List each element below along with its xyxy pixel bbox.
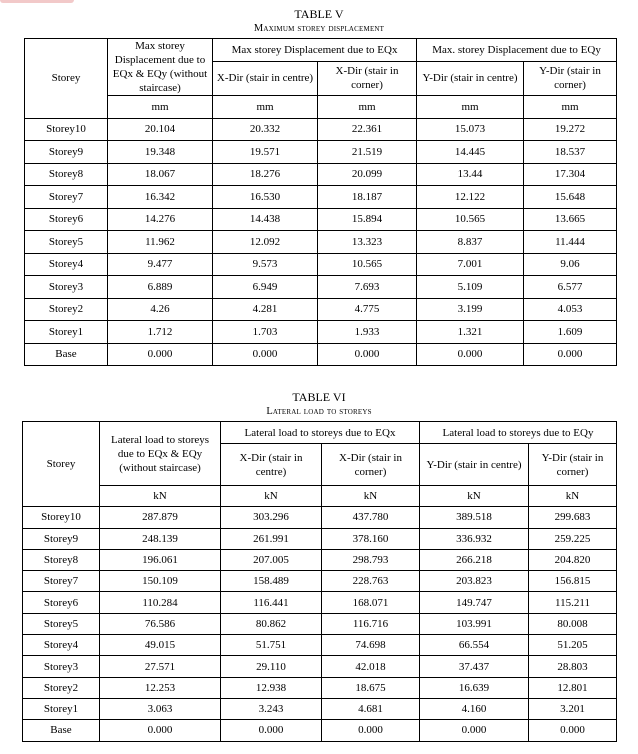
value-cell: 1.703: [213, 321, 318, 344]
table6-subtitle: Lateral load to storeys: [266, 406, 372, 417]
table-row: [25, 163, 617, 186]
table5-header-group-x: Max storey Displacement due to EQx: [213, 39, 417, 62]
value-cell: 0.000: [108, 343, 213, 366]
storey-label-cell: Storey2: [25, 298, 108, 321]
value-cell: 4.053: [524, 298, 617, 321]
value-cell: 0.000: [322, 720, 420, 741]
table-row: [25, 231, 617, 254]
table6-unit: kN: [221, 486, 322, 507]
table6-header-storey: Storey: [23, 422, 100, 507]
value-cell: 13.323: [318, 231, 417, 254]
value-cell: 13.665: [524, 208, 617, 231]
table5-subtitle: Maximum storey displacement: [253, 23, 385, 34]
storey-label-cell: Storey10: [25, 118, 108, 141]
value-cell: 15.073: [417, 118, 524, 141]
value-cell: 115.211: [529, 592, 617, 613]
value-cell: 37.437: [420, 656, 529, 677]
storey-label-cell: Storey4: [25, 253, 108, 276]
table6-caption: TABLE VI: [292, 390, 346, 404]
value-cell: 207.005: [221, 549, 322, 570]
value-cell: 16.639: [420, 677, 529, 698]
value-cell: 12.122: [417, 186, 524, 209]
value-cell: 15.648: [524, 186, 617, 209]
table5-header-storey: Storey: [25, 39, 108, 119]
value-cell: 19.571: [213, 141, 318, 164]
value-cell: 9.573: [213, 253, 318, 276]
value-cell: 1.321: [417, 321, 524, 344]
table5-unit: mm: [108, 96, 213, 119]
value-cell: 4.775: [318, 298, 417, 321]
table6-header-x-corner: X-Dir (stair in corner): [322, 444, 420, 486]
value-cell: 1.712: [108, 321, 213, 344]
storey-label-cell: Base: [25, 343, 108, 366]
value-cell: 437.780: [322, 507, 420, 528]
value-cell: 3.199: [417, 298, 524, 321]
table5-unit: mm: [213, 96, 318, 119]
storey-label-cell: Storey3: [25, 276, 108, 299]
storey-label-cell: Storey9: [23, 528, 100, 549]
table-row: [23, 528, 617, 549]
value-cell: 248.139: [100, 528, 221, 549]
value-cell: 16.342: [108, 186, 213, 209]
storey-label-cell: Storey4: [23, 635, 100, 656]
value-cell: 66.554: [420, 635, 529, 656]
storey-label-cell: Storey1: [25, 321, 108, 344]
value-cell: 228.763: [322, 571, 420, 592]
table-row: [23, 720, 617, 741]
table5-header-y-centre: Y-Dir (stair in centre): [417, 61, 524, 95]
value-cell: 4.281: [213, 298, 318, 321]
value-cell: 18.537: [524, 141, 617, 164]
value-cell: 20.332: [213, 118, 318, 141]
table6-unit: kN: [529, 486, 617, 507]
table-row: [23, 656, 617, 677]
value-cell: 10.565: [417, 208, 524, 231]
value-cell: 8.837: [417, 231, 524, 254]
table6-header-group-x: Lateral load to storeys due to EQx: [221, 422, 420, 444]
table5-unit: mm: [318, 96, 417, 119]
storey-label-cell: Storey7: [25, 186, 108, 209]
storey-label-cell: Storey3: [23, 656, 100, 677]
table-row: [23, 571, 617, 592]
table-row: [25, 186, 617, 209]
value-cell: 27.571: [100, 656, 221, 677]
table6-unit: kN: [100, 486, 221, 507]
value-cell: 0.000: [420, 720, 529, 741]
value-cell: 1.609: [524, 321, 617, 344]
value-cell: 299.683: [529, 507, 617, 528]
storey-label-cell: Storey2: [23, 677, 100, 698]
value-cell: 15.894: [318, 208, 417, 231]
value-cell: 18.187: [318, 186, 417, 209]
value-cell: 149.747: [420, 592, 529, 613]
value-cell: 42.018: [322, 656, 420, 677]
value-cell: 0.000: [100, 720, 221, 741]
value-cell: 3.243: [221, 698, 322, 719]
table5-unit: mm: [524, 96, 617, 119]
value-cell: 76.586: [100, 613, 221, 634]
table-row: [25, 253, 617, 276]
storey-label-cell: Storey6: [23, 592, 100, 613]
value-cell: 3.063: [100, 698, 221, 719]
value-cell: 12.092: [213, 231, 318, 254]
value-cell: 51.751: [221, 635, 322, 656]
table6-header-y-corner: Y-Dir (stair in corner): [529, 444, 617, 486]
value-cell: 19.348: [108, 141, 213, 164]
table-row: [25, 118, 617, 141]
value-cell: 336.932: [420, 528, 529, 549]
storey-label-cell: Storey8: [25, 163, 108, 186]
value-cell: 6.949: [213, 276, 318, 299]
value-cell: 203.823: [420, 571, 529, 592]
value-cell: 0.000: [417, 343, 524, 366]
table6-unit: kN: [322, 486, 420, 507]
table5-header-y-corner: Y-Dir (stair in corner): [524, 61, 617, 95]
table-row: [23, 677, 617, 698]
value-cell: 6.889: [108, 276, 213, 299]
value-cell: 0.000: [529, 720, 617, 741]
table-row: [25, 141, 617, 164]
value-cell: 259.225: [529, 528, 617, 549]
table6-body: [23, 507, 617, 741]
value-cell: 80.862: [221, 613, 322, 634]
table5-header-x-centre: X-Dir (stair in centre): [213, 61, 318, 95]
value-cell: 3.201: [529, 698, 617, 719]
storey-label-cell: Base: [23, 720, 100, 741]
value-cell: 7.001: [417, 253, 524, 276]
storey-label-cell: Storey7: [23, 571, 100, 592]
value-cell: 103.991: [420, 613, 529, 634]
value-cell: 9.477: [108, 253, 213, 276]
value-cell: 6.577: [524, 276, 617, 299]
value-cell: 261.991: [221, 528, 322, 549]
value-cell: 18.067: [108, 163, 213, 186]
value-cell: 28.803: [529, 656, 617, 677]
value-cell: 21.519: [318, 141, 417, 164]
value-cell: 49.015: [100, 635, 221, 656]
value-cell: 13.44: [417, 163, 524, 186]
value-cell: 4.26: [108, 298, 213, 321]
value-cell: 389.518: [420, 507, 529, 528]
value-cell: 10.565: [318, 253, 417, 276]
table5-unit: mm: [417, 96, 524, 119]
table5: [24, 38, 617, 366]
table-row: [23, 549, 617, 570]
value-cell: 4.681: [322, 698, 420, 719]
table6-header-group-y: Lateral load to storeys due to EQy: [420, 422, 617, 444]
value-cell: 74.698: [322, 635, 420, 656]
table-row: [23, 592, 617, 613]
storey-label-cell: Storey5: [25, 231, 108, 254]
table6-unit: kN: [420, 486, 529, 507]
decorative-accent: [0, 0, 74, 3]
table-row: [25, 321, 617, 344]
value-cell: 0.000: [213, 343, 318, 366]
value-cell: 116.716: [322, 613, 420, 634]
value-cell: 20.099: [318, 163, 417, 186]
value-cell: 12.801: [529, 677, 617, 698]
value-cell: 19.272: [524, 118, 617, 141]
value-cell: 16.530: [213, 186, 318, 209]
table5-header-group-y: Max. storey Displacement due to EQy: [417, 39, 617, 62]
value-cell: 0.000: [221, 720, 322, 741]
value-cell: 0.000: [524, 343, 617, 366]
value-cell: 168.071: [322, 592, 420, 613]
table-row: [25, 343, 617, 366]
value-cell: 51.205: [529, 635, 617, 656]
table5-body: [25, 118, 617, 366]
value-cell: 18.675: [322, 677, 420, 698]
table5-header-x-corner: X-Dir (stair in corner): [318, 61, 417, 95]
storey-label-cell: Storey9: [25, 141, 108, 164]
value-cell: 14.276: [108, 208, 213, 231]
value-cell: 22.361: [318, 118, 417, 141]
value-cell: 14.445: [417, 141, 524, 164]
value-cell: 14.438: [213, 208, 318, 231]
value-cell: 1.933: [318, 321, 417, 344]
table-row: [25, 276, 617, 299]
table6: [22, 421, 617, 742]
value-cell: 12.253: [100, 677, 221, 698]
value-cell: 7.693: [318, 276, 417, 299]
value-cell: 378.160: [322, 528, 420, 549]
table6-header-col1: Lateral load to storeys due to EQx & EQy (without staircase): [100, 422, 221, 486]
value-cell: 5.109: [417, 276, 524, 299]
table5-header-col1: Max storey Displacement due to EQx & EQy (without staircase): [108, 39, 213, 96]
storey-label-cell: Storey5: [23, 613, 100, 634]
table-row: [25, 298, 617, 321]
value-cell: 11.444: [524, 231, 617, 254]
value-cell: 9.06: [524, 253, 617, 276]
value-cell: 20.104: [108, 118, 213, 141]
value-cell: 29.110: [221, 656, 322, 677]
table6-header-x-centre: X-Dir (stair in centre): [221, 444, 322, 486]
value-cell: 18.276: [213, 163, 318, 186]
value-cell: 156.815: [529, 571, 617, 592]
value-cell: 266.218: [420, 549, 529, 570]
value-cell: 80.008: [529, 613, 617, 634]
table-row: [23, 507, 617, 528]
table-row: [23, 698, 617, 719]
value-cell: 204.820: [529, 549, 617, 570]
table-row: [23, 613, 617, 634]
value-cell: 287.879: [100, 507, 221, 528]
value-cell: 298.793: [322, 549, 420, 570]
value-cell: 196.061: [100, 549, 221, 570]
value-cell: 158.489: [221, 571, 322, 592]
value-cell: 4.160: [420, 698, 529, 719]
value-cell: 116.441: [221, 592, 322, 613]
value-cell: 11.962: [108, 231, 213, 254]
table5-caption: TABLE V: [294, 7, 344, 21]
value-cell: 303.296: [221, 507, 322, 528]
value-cell: 12.938: [221, 677, 322, 698]
storey-label-cell: Storey10: [23, 507, 100, 528]
value-cell: 150.109: [100, 571, 221, 592]
value-cell: 110.284: [100, 592, 221, 613]
table6-header-y-centre: Y-Dir (stair in centre): [420, 444, 529, 486]
table-row: [23, 635, 617, 656]
table-row: [25, 208, 617, 231]
value-cell: 17.304: [524, 163, 617, 186]
storey-label-cell: Storey6: [25, 208, 108, 231]
storey-label-cell: Storey1: [23, 698, 100, 719]
storey-label-cell: Storey8: [23, 549, 100, 570]
value-cell: 0.000: [318, 343, 417, 366]
